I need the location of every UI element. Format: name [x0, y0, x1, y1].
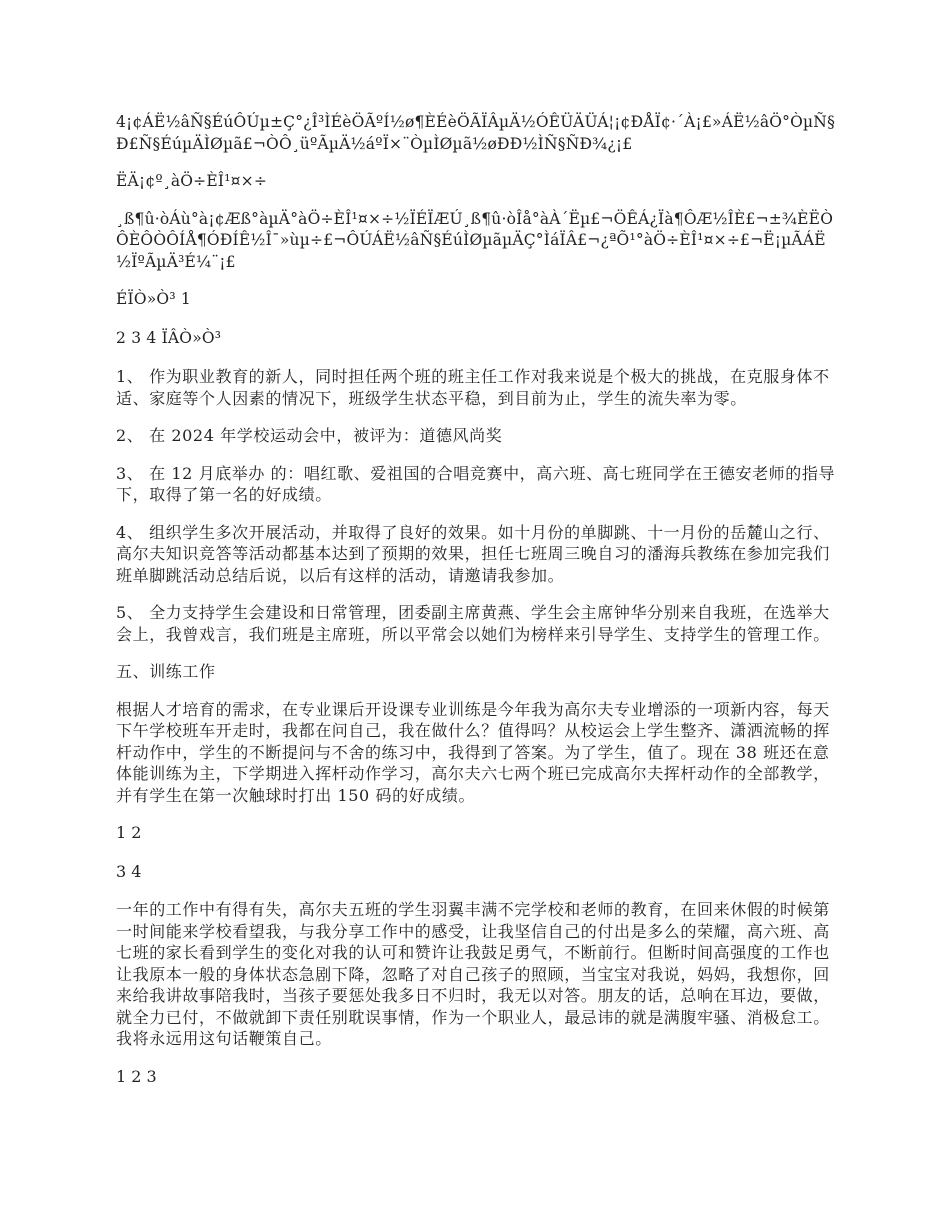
pager-previous[interactable]: ÉÏÒ»Ò³ 1 — [116, 290, 191, 308]
garbled-heading: ËÄ¡¢º¸àÖ÷ÈÎ¹¤×÷ — [116, 172, 268, 190]
page-numbers-3[interactable]: 1 2 3 — [116, 1066, 157, 1086]
training-paragraph: 根据人才培育的需求，在专业课后开设课专业训练是今年我为高尔夫专业增添的一项新内容，每天下午学校班车开走时，我都在问自己，我在做什么？值得吗？从校运会上学生整齐、潇洒流畅的挥杆动作中，学生的不断提问与不舍的练习中，我得到了答案。为了学生，值了。现在 38 班还在意体能训练为主，下学期进入挥杆动作学习，高尔夫六七两个班已完成高尔夫挥杆动作的全部教学，并有学生在第一次触球时打出 150 码的好成绩。 — [116, 699, 830, 805]
garbled-paragraph-1: 4¡¢ÁË½âÑ§ÉúÔÚµ±Ç°¿Î³ÌÉèÖÃºÍ½ø¶ÈÉèÖÃÏÂµÄ½ÓÊÜÄÜÁ¦¡¢ÐÅÏ¢·´À¡£»ÁË½âÖ°ÒµÑ§Ð£Ñ§ÉúµÄÌØµã£¬ÒÔ¸üºÃµÄ½áºÏ×¨ÒµÌØµã½øÐÐ½ÌÑ§ÑÐ¾¿¡£ — [116, 113, 836, 153]
list-item-5: 5、 全力支持学生会建设和日常管理，团委副主席黄燕、学生会主席钟华分别来自我班，在选举大会上，我曾戏言，我们班是主席班，所以平常会以她们为榜样来引导学生、支持学生的管理工作。 — [116, 603, 830, 644]
summary-paragraph: 一年的工作中有得有失，高尔夫五班的学生羽翼丰满不完学校和老师的教育，在回来休假的时候第一时间能来学校看望我，与我分享工作中的感受，让我坚信自己的付出是多么的荣耀，高六班、高七班的家长看到学生的变化对我的认可和赞许让我鼓足勇气，不断前行。但断时间高强度的工作也让我原本一般的身体状态急剧下降，忽略了对自己孩子的照顾，当宝宝对我说，妈妈，我想你，回来给我讲故事陪我时，当孩子要惩处我多日不归时，我无以对答。朋友的话，总响在耳边，要做，就全力已付，不做就卸下责任别耽误事情，作为一个职业人，最忌讳的就是满腹牢骚、消极怠工。我将永远用这句话鞭策自己。 — [116, 900, 830, 1048]
page-numbers-1[interactable]: 1 2 — [116, 823, 142, 842]
document-page — [116, 112, 840, 1104]
list-item-2: 2、 在 2024 年学校运动会中，被评为：道德风尚奖 — [116, 426, 503, 445]
section-heading-training: 五、训练工作 — [116, 662, 216, 681]
list-item-4: 4、 组织学生多次开展活动，并取得了良好的效果。如十月份的单脚跳、十一月份的岳麓山之行、高尔夫知识竞答等活动都基本达到了预期的效果，担任七班周三晚自习的潘海兵教练在参加完我们班单脚跳活动总结后说，以后有这样的活动，请邀请我参加。 — [116, 522, 830, 585]
garbled-paragraph-2: ¸ß¶û·òÁù°à¡¢Æß°àµÄ°àÖ÷ÈÎ¹¤×÷½ÏÉÏÆÚ¸ß¶û·òÎå°àÀ´Ëµ£¬ÖÊÁ¿Ïà¶ÔÆ½ÎÈ£¬±¾ÈËÒÔÈÔÒÔÍÅ¶ÓÐÍÊ½Î¯»ùµ÷£¬ÔÚÁË½âÑ§ÉúÌØµãµÄÇ°ÌáÏÂ£¬¿ªÕ¹°àÖ÷ÈÎ¹¤×÷£¬Ë¡µÃÁË½ÏºÃµÄ³É¼¨¡£ — [116, 209, 834, 271]
page-numbers-2[interactable]: 3 4 — [116, 861, 142, 881]
list-item-3: 3、 在 12 月底举办 的：唱红歌、爱祖国的合唱竞赛中，高六班、高七班同学在王德安老师的指导下，取得了第一名的好成绩。 — [116, 463, 836, 504]
pager-next[interactable]: 2 3 4 ÏÂÒ»Ò³ — [116, 328, 222, 347]
list-item-1: 1、 作为职业教育的新人，同时担任两个班的班主任工作对我来说是个极大的挑战，在克服身体不适、家庭等个人因素的情况下，班级学生状态平稳，到目前为止，学生的流失率为零。 — [116, 367, 830, 408]
